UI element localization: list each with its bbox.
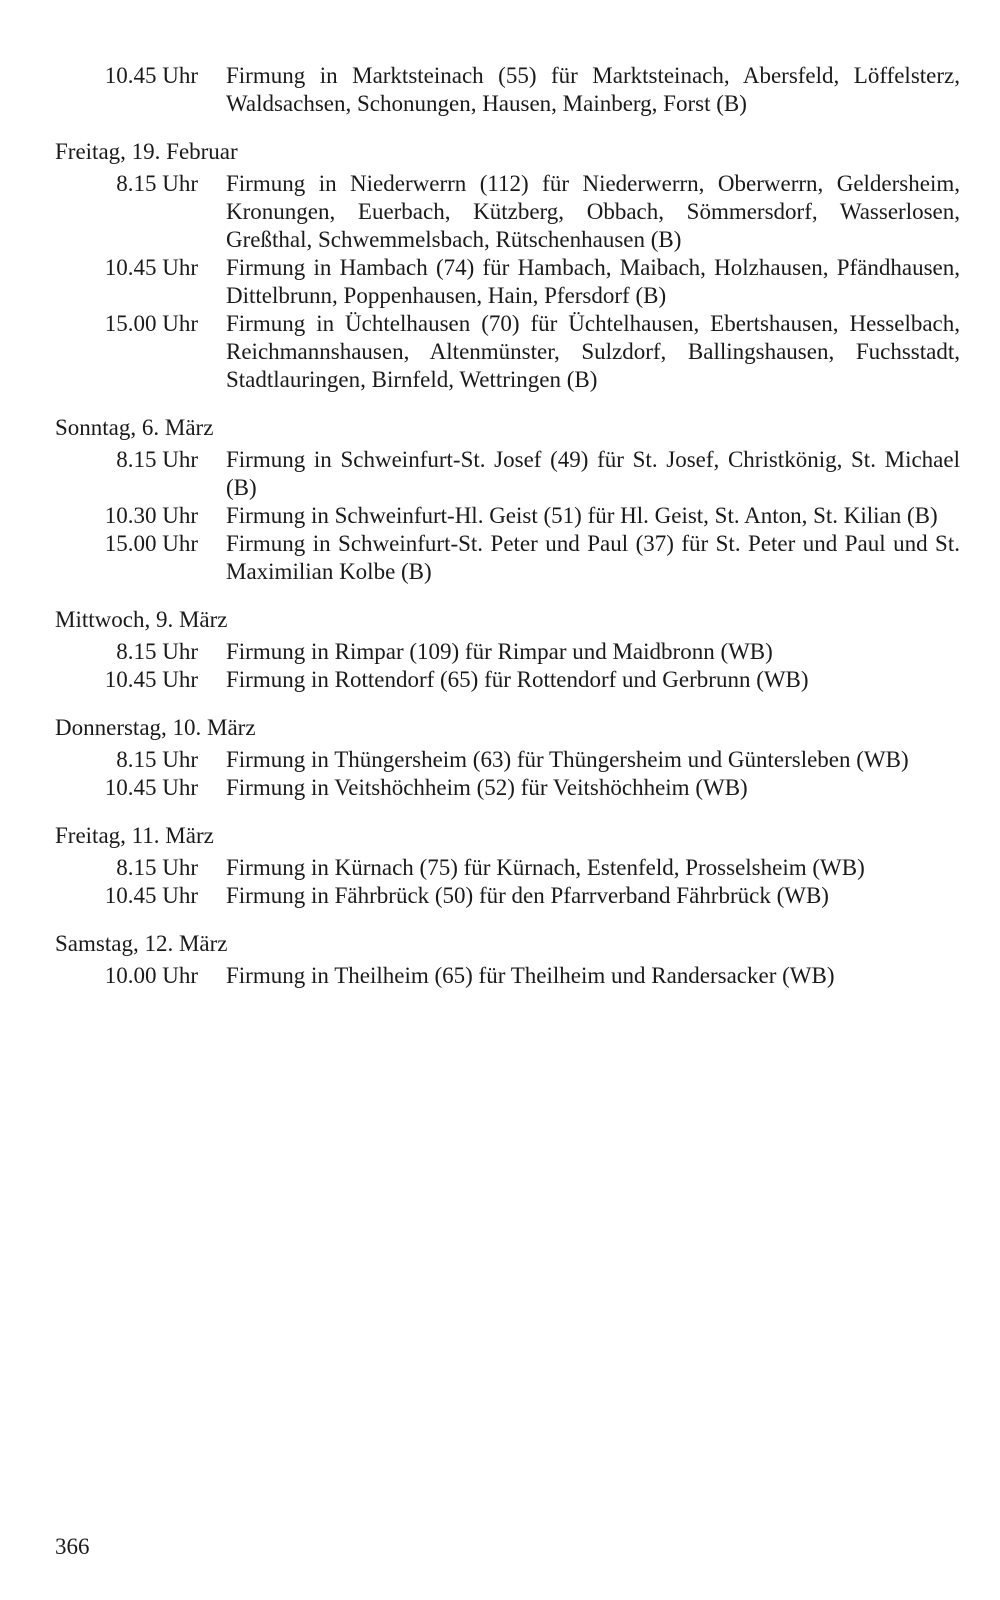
day-heading: Freitag, 19. Februar (55, 139, 238, 164)
schedule-entry (55, 62, 960, 118)
schedule-entry (55, 854, 960, 882)
schedule-section (55, 414, 960, 586)
entry-text: Firmung in Veitshöchheim (52) für Veitshöchheim (WB) (226, 775, 748, 800)
schedule-page (55, 62, 960, 990)
entry-time: 10.45 Uhr (104, 883, 198, 908)
entry-time: 15.00 Uhr (104, 311, 198, 336)
entry-time: 15.00 Uhr (104, 531, 198, 556)
schedule-entry (55, 530, 960, 586)
entry-time: 10.45 Uhr (104, 775, 198, 800)
schedule-entry (55, 502, 960, 530)
entry-time: 8.15 Uhr (116, 747, 198, 772)
schedule-section (55, 138, 960, 394)
entry-time: 10.45 Uhr (104, 255, 198, 280)
day-heading: Sonntag, 6. März (55, 415, 214, 440)
entry-text: Firmung in Schweinfurt-Hl. Geist (51) für Hl. Geist, St. Anton, St. Kilian (B) (226, 503, 938, 528)
entry-text: Firmung in Niederwerrn (112) für Niederwerrn, Oberwerrn, Geldersheim, Kronungen, Euerbach, Kützberg, Obbach, Sömmersdorf, Wasserlosen, Greßthal, Schwemmelsbach, Rütschenhausen (B) (226, 171, 960, 252)
entry-time: 8.15 Uhr (116, 855, 198, 880)
schedule-entry (55, 666, 960, 694)
schedule-entry (55, 170, 960, 254)
entry-text: Firmung in Schweinfurt-St. Peter und Paul (37) für St. Peter und Paul und St. Maximilian Kolbe (B) (226, 531, 960, 584)
day-heading: Donnerstag, 10. März (55, 715, 256, 740)
entry-time: 10.00 Uhr (104, 963, 198, 988)
page-number: 366 (55, 1534, 90, 1559)
entry-time: 10.45 Uhr (104, 63, 198, 88)
entry-time: 8.15 Uhr (116, 171, 198, 196)
day-heading: Samstag, 12. März (55, 931, 228, 956)
entry-time: 10.45 Uhr (104, 667, 198, 692)
entry-text: Firmung in Schweinfurt-St. Josef (49) für St. Josef, Christkönig, St. Michael (B) (226, 447, 960, 500)
entry-text: Firmung in Rimpar (109) für Rimpar und Maidbronn (WB) (226, 639, 773, 664)
schedule-section (55, 822, 960, 910)
schedule-section (55, 62, 960, 118)
schedule-entry (55, 638, 960, 666)
schedule-section (55, 606, 960, 694)
schedule-entry (55, 882, 960, 910)
day-heading: Freitag, 11. März (55, 823, 214, 848)
entry-text: Firmung in Theilheim (65) für Theilheim und Randersacker (WB) (226, 963, 835, 988)
entry-text: Firmung in Marktsteinach (55) für Marktsteinach, Abersfeld, Löffelsterz, Waldsachsen, Schonungen, Hausen, Mainberg, Forst (B) (226, 63, 960, 116)
day-heading: Mittwoch, 9. März (55, 607, 228, 632)
entry-text: Firmung in Thüngersheim (63) für Thüngersheim und Güntersleben (WB) (226, 747, 909, 772)
schedule-section (55, 930, 960, 990)
entry-text: Firmung in Kürnach (75) für Kürnach, Estenfeld, Prosselsheim (WB) (226, 855, 865, 880)
schedule-entry (55, 446, 960, 502)
entry-time: 8.15 Uhr (116, 639, 198, 664)
schedule-entry (55, 962, 960, 990)
entry-time: 10.30 Uhr (104, 503, 198, 528)
entry-text: Firmung in Rottendorf (65) für Rottendorf und Gerbrunn (WB) (226, 667, 809, 692)
schedule-entry (55, 746, 960, 774)
entry-time: 8.15 Uhr (116, 447, 198, 472)
entry-text: Firmung in Hambach (74) für Hambach, Maibach, Holzhausen, Pfändhausen, Dittelbrunn, Poppenhausen, Hain, Pfersdorf (B) (226, 255, 960, 308)
schedule-section (55, 714, 960, 802)
schedule-entry (55, 254, 960, 310)
entry-text: Firmung in Fährbrück (50) für den Pfarrverband Fährbrück (WB) (226, 883, 829, 908)
entry-text: Firmung in Üchtelhausen (70) für Üchtelhausen, Ebertshausen, Hesselbach, Reichmannshausen, Altenmünster, Sulzdorf, Ballingshausen, Fuchsstadt, Stadtlauringen, Birnfeld, Wettringen (B) (226, 311, 960, 392)
schedule-entry (55, 310, 960, 394)
schedule-entry (55, 774, 960, 802)
